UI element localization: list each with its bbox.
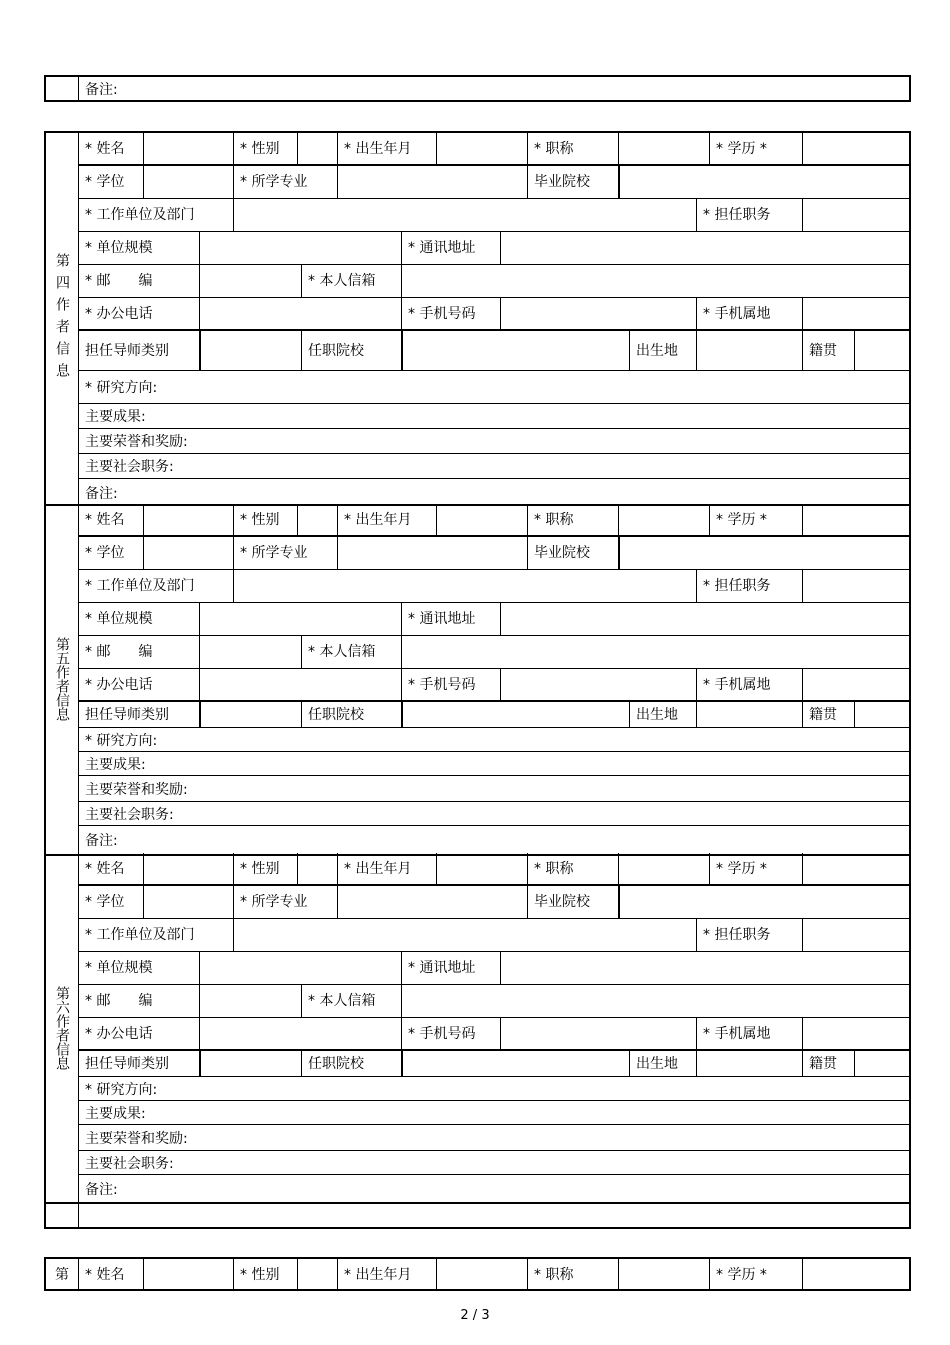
birthplace-input[interactable]	[696, 331, 802, 370]
email-label: * 本人信箱	[301, 265, 401, 297]
major-label: * 所学专业	[233, 537, 337, 569]
major-input[interactable]	[337, 886, 527, 918]
form-row	[79, 133, 909, 166]
school-input[interactable]	[618, 886, 913, 918]
form-row	[79, 504, 909, 537]
school-label: 毕业院校	[527, 537, 618, 569]
unit-scale-label: * 单位规模	[85, 240, 153, 256]
education-input[interactable]	[802, 504, 913, 535]
unit-scale-input[interactable]	[199, 952, 401, 984]
form-row	[79, 603, 909, 636]
major-label: * 所学专业	[233, 166, 337, 198]
birth-input[interactable]	[436, 853, 527, 884]
mobile-location-input[interactable]	[802, 298, 913, 329]
mobile-input[interactable]	[500, 298, 696, 329]
tutor-type-input[interactable]	[199, 331, 301, 370]
degree-label: * 学位	[85, 894, 125, 910]
honors-label: 主要荣誉和奖励:	[85, 1130, 188, 1147]
form-row	[79, 1051, 909, 1077]
native-place-input[interactable]	[854, 702, 913, 727]
gender-input[interactable]	[297, 133, 337, 164]
form-row	[79, 265, 909, 298]
name-label: * 姓名	[85, 1267, 125, 1283]
title-input[interactable]	[618, 504, 709, 535]
form-row	[79, 886, 909, 919]
mobile-label: * 手机号码	[401, 1018, 500, 1049]
postcode-label: * 邮 编	[85, 644, 153, 660]
email-label: * 本人信箱	[301, 636, 401, 668]
birth-input[interactable]	[436, 504, 527, 535]
tutor-type-label: 担任导师类别	[85, 342, 169, 359]
blank-cell[interactable]	[79, 1202, 909, 1227]
name-input[interactable]	[143, 504, 233, 535]
form-row	[79, 985, 909, 1018]
gender-label: * 性别	[233, 504, 297, 535]
section-title: 第六作者信息	[54, 985, 70, 1070]
gender-input[interactable]	[297, 853, 337, 884]
education-input[interactable]	[802, 133, 913, 164]
position-input[interactable]	[802, 919, 913, 951]
address-input[interactable]	[500, 952, 913, 984]
position-label: * 担任职务	[696, 919, 802, 951]
research-row[interactable]	[79, 371, 909, 404]
remark-row[interactable]	[79, 1175, 909, 1202]
postcode-input[interactable]	[199, 265, 301, 297]
postcode-input[interactable]	[199, 985, 301, 1017]
remark-row[interactable]	[79, 479, 909, 506]
name-input[interactable]	[143, 1259, 233, 1291]
social-duties-label: 主要社会职务:	[85, 1155, 174, 1172]
mobile-location-input[interactable]	[802, 1018, 913, 1049]
birth-input[interactable]	[436, 133, 527, 164]
birth-label: * 出生年月	[337, 1259, 436, 1291]
social-duties-row[interactable]	[79, 802, 909, 826]
achievements-row[interactable]	[79, 1101, 909, 1125]
achievements-label: 主要成果:	[85, 1105, 146, 1122]
office-phone-input[interactable]	[199, 298, 401, 329]
native-place-input[interactable]	[854, 1051, 913, 1076]
achievements-row[interactable]	[79, 404, 909, 429]
school-label: 毕业院校	[527, 886, 618, 918]
gender-input[interactable]	[297, 1259, 337, 1291]
section-side-header	[46, 504, 79, 854]
social-duties-row[interactable]	[79, 1151, 909, 1175]
work-unit-input[interactable]	[233, 919, 696, 951]
tutor-type-label: 担任导师类别	[85, 1055, 169, 1072]
tutor-school-label: 任职院校	[301, 702, 401, 727]
research-label: * 研究方向:	[85, 1081, 158, 1098]
title-input[interactable]	[618, 853, 709, 884]
achievements-label: 主要成果:	[85, 409, 146, 425]
email-input[interactable]	[401, 265, 913, 297]
form-row	[79, 570, 909, 603]
education-label: * 学历 *	[709, 504, 802, 535]
tutor-school-label: 任职院校	[301, 331, 401, 370]
mobile-input[interactable]	[500, 669, 696, 700]
native-place-label: 籍贯	[802, 331, 854, 370]
email-label: * 本人信箱	[301, 985, 401, 1017]
name-input[interactable]	[143, 853, 233, 884]
research-row[interactable]	[79, 1077, 909, 1101]
work-unit-input[interactable]	[233, 199, 696, 231]
email-input[interactable]	[401, 985, 913, 1017]
social-duties-label: 主要社会职务:	[85, 806, 174, 823]
tutor-type-input[interactable]	[199, 1051, 301, 1076]
birth-label: * 出生年月	[337, 133, 436, 164]
birthplace-label: 出生地	[629, 702, 696, 727]
name-label: * 姓名	[85, 860, 125, 877]
social-duties-label: 主要社会职务:	[85, 459, 174, 475]
address-label: * 通讯地址	[401, 952, 500, 984]
tutor-school-label: 任职院校	[301, 1051, 401, 1076]
form-row	[79, 166, 909, 199]
major-label: * 所学专业	[233, 886, 337, 918]
native-place-label: 籍贯	[802, 1051, 854, 1076]
section-side-header	[46, 853, 79, 1202]
form-row	[79, 331, 909, 371]
title-label: * 职称	[527, 504, 618, 535]
education-label: * 学历 *	[709, 1259, 802, 1291]
section-title: 第五作者信息	[54, 637, 70, 721]
author-section-table	[44, 504, 911, 856]
next-section-side	[46, 1259, 79, 1289]
work-unit-label: * 工作单位及部门	[85, 578, 195, 594]
email-input[interactable]	[401, 636, 913, 668]
research-label: * 研究方向:	[85, 380, 158, 396]
honors-row[interactable]	[79, 1125, 909, 1151]
birth-label: * 出生年月	[337, 504, 436, 535]
top-remark-table	[44, 75, 911, 102]
education-label: * 学历 *	[709, 853, 802, 884]
mobile-label: * 手机号码	[401, 298, 500, 329]
author-section-table	[44, 131, 911, 506]
honors-label: 主要荣誉和奖励:	[85, 781, 188, 798]
title-input[interactable]	[618, 1259, 709, 1291]
address-input[interactable]	[500, 232, 913, 264]
remark-label: 备注:	[85, 1181, 118, 1198]
title-label: * 职称	[527, 133, 618, 164]
education-input[interactable]	[802, 853, 913, 884]
tutor-school-input[interactable]	[401, 1051, 629, 1076]
next-section-table	[44, 1257, 911, 1291]
birthplace-input[interactable]	[696, 702, 802, 727]
next-section-title: 第	[55, 1267, 69, 1283]
work-unit-label: * 工作单位及部门	[85, 207, 195, 223]
achievements-label: 主要成果:	[85, 756, 146, 773]
office-phone-label: * 办公电话	[85, 676, 153, 693]
native-place-label: 籍贯	[802, 702, 854, 727]
unit-scale-input[interactable]	[199, 232, 401, 264]
gender-label: * 性别	[233, 853, 297, 884]
title-label: * 职称	[527, 1259, 618, 1291]
remark-label: 备注:	[85, 81, 118, 98]
form-row	[79, 199, 909, 232]
unit-scale-label: * 单位规模	[85, 960, 153, 976]
unit-scale-input[interactable]	[199, 603, 401, 635]
birth-label: * 出生年月	[337, 853, 436, 884]
blank-side	[46, 1202, 79, 1227]
postcode-label: * 邮 编	[85, 993, 153, 1009]
birthplace-label: 出生地	[629, 1051, 696, 1076]
name-label: * 姓名	[85, 511, 125, 528]
name-input[interactable]	[143, 133, 233, 164]
mobile-label: * 手机号码	[401, 669, 500, 700]
form-row	[79, 702, 909, 728]
mobile-location-label: * 手机属地	[696, 669, 802, 700]
position-label: * 担任职务	[696, 199, 802, 231]
postcode-input[interactable]	[199, 636, 301, 668]
mobile-location-label: * 手机属地	[696, 1018, 802, 1049]
page-number: 2 / 3	[460, 1308, 490, 1323]
position-input[interactable]	[802, 570, 913, 602]
degree-input[interactable]	[143, 537, 233, 569]
gender-input[interactable]	[297, 504, 337, 535]
education-input[interactable]	[802, 1259, 913, 1291]
title-label: * 职称	[527, 853, 618, 884]
tutor-school-input[interactable]	[401, 331, 629, 370]
address-input[interactable]	[500, 603, 913, 635]
form-row	[79, 298, 909, 331]
achievements-row[interactable]	[79, 752, 909, 776]
native-place-input[interactable]	[854, 331, 913, 370]
office-phone-label: * 办公电话	[85, 305, 153, 322]
top-remark-side	[46, 77, 79, 100]
remark-label: 备注:	[85, 833, 118, 849]
gender-label: * 性别	[233, 133, 297, 164]
address-label: * 通讯地址	[401, 603, 500, 635]
position-input[interactable]	[802, 199, 913, 231]
honors-row[interactable]	[79, 776, 909, 802]
degree-input[interactable]	[143, 886, 233, 918]
office-phone-label: * 办公电话	[85, 1025, 153, 1042]
address-label: * 通讯地址	[401, 232, 500, 264]
section-side-header	[46, 133, 79, 504]
mobile-location-label: * 手机属地	[696, 298, 802, 329]
author-section-table	[44, 853, 911, 1204]
degree-input[interactable]	[143, 166, 233, 198]
gender-label: * 性别	[233, 1259, 297, 1291]
form-row	[79, 537, 909, 570]
form-row	[79, 952, 909, 985]
birthplace-label: 出生地	[629, 331, 696, 370]
section-title: 第四作者信息	[54, 252, 70, 385]
research-row[interactable]	[79, 728, 909, 752]
remark-label: 备注:	[85, 485, 118, 502]
tutor-type-label: 担任导师类别	[85, 706, 169, 723]
position-label: * 担任职务	[696, 570, 802, 602]
work-unit-input[interactable]	[233, 570, 696, 602]
mobile-location-input[interactable]	[802, 669, 913, 700]
school-label: 毕业院校	[527, 166, 618, 198]
remark-row[interactable]	[79, 826, 909, 854]
birthplace-input[interactable]	[696, 1051, 802, 1076]
mobile-input[interactable]	[500, 1018, 696, 1049]
school-input[interactable]	[618, 166, 913, 198]
work-unit-label: * 工作单位及部门	[85, 927, 195, 943]
name-label: * 姓名	[85, 140, 125, 157]
form-row	[79, 853, 909, 886]
tutor-type-input[interactable]	[199, 702, 301, 727]
degree-label: * 学位	[85, 545, 125, 561]
form-row	[79, 636, 909, 669]
research-label: * 研究方向:	[85, 732, 158, 749]
major-input[interactable]	[337, 537, 527, 569]
form-row	[79, 919, 909, 952]
degree-label: * 学位	[85, 174, 125, 190]
education-label: * 学历 *	[709, 133, 802, 164]
school-input[interactable]	[618, 537, 913, 569]
title-input[interactable]	[618, 133, 709, 164]
unit-scale-label: * 单位规模	[85, 611, 153, 627]
office-phone-input[interactable]	[199, 669, 401, 700]
major-input[interactable]	[337, 166, 527, 198]
tutor-school-input[interactable]	[401, 702, 629, 727]
form-row	[79, 1018, 909, 1051]
honors-row[interactable]	[79, 429, 909, 454]
birth-input[interactable]	[436, 1259, 527, 1291]
honors-label: 主要荣誉和奖励:	[85, 434, 188, 450]
form-row	[79, 232, 909, 265]
form-row	[79, 669, 909, 702]
blank-row-table	[44, 1202, 911, 1229]
postcode-label: * 邮 编	[85, 273, 153, 289]
social-duties-row[interactable]	[79, 454, 909, 479]
office-phone-input[interactable]	[199, 1018, 401, 1049]
